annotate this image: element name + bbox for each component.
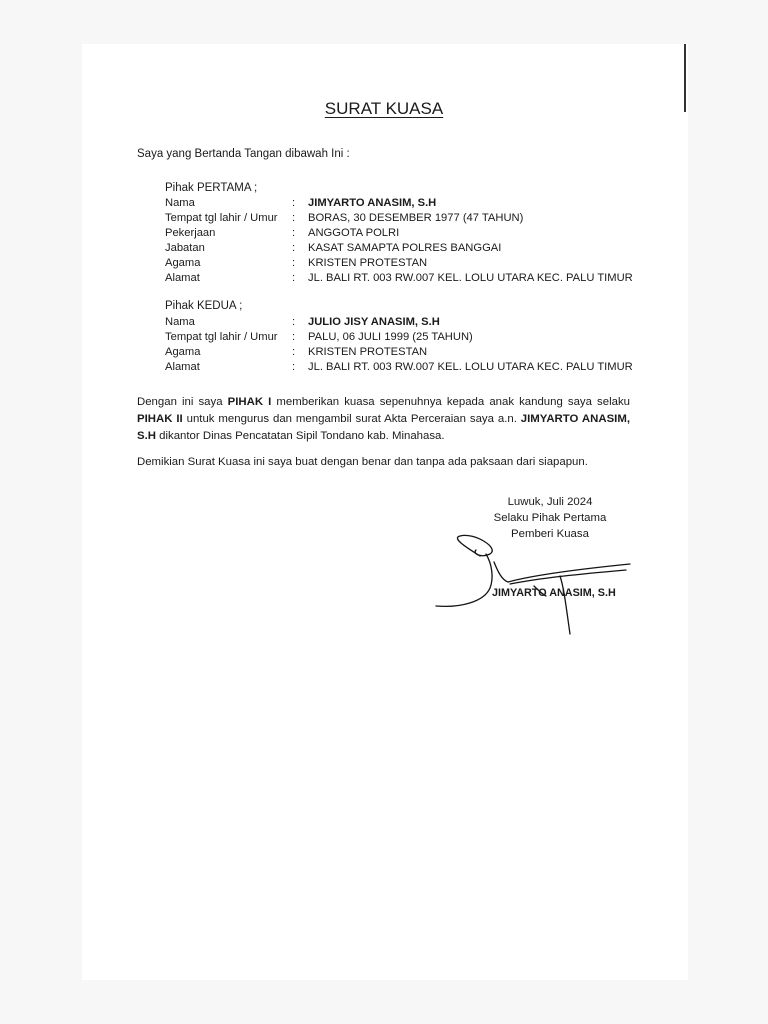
signer-sub-role: Pemberi Kuasa <box>511 528 589 540</box>
row-colon: : <box>292 257 296 269</box>
row-colon: : <box>292 346 296 358</box>
row-value: KASAT SAMAPTA POLRES BANGGAI <box>308 242 502 254</box>
document-title <box>0 99 768 119</box>
document-title-text: SURAT KUASA <box>324 99 444 118</box>
row-colon: : <box>292 331 296 343</box>
row-label: Tempat tgl lahir / Umur <box>165 212 278 224</box>
row-colon: : <box>292 212 296 224</box>
row-value: JL. BALI RT. 003 RW.007 KEL. LOLU UTARA KEC. PALU TIMUR <box>308 272 633 284</box>
pihak-pertama-row-ttl <box>165 212 635 227</box>
para-text: untuk mengurus dan mengambil surat Akta Perceraian saya a.n. <box>182 413 521 425</box>
handwritten-signature <box>430 528 640 640</box>
row-value: KRISTEN PROTESTAN <box>308 257 428 269</box>
row-colon: : <box>292 316 296 328</box>
para-bold-pihak-2: PIHAK II <box>137 413 183 425</box>
pihak-pertama-row-alamat <box>165 272 635 287</box>
pihak-pertama-heading: Pihak PERTAMA ; <box>165 182 258 194</box>
pihak-kedua-row-agama <box>165 346 635 361</box>
row-label: Agama <box>165 346 201 358</box>
authorization-paragraph <box>137 394 630 445</box>
intro-text: Saya yang Bertanda Tangan dibawah Ini : <box>137 148 350 160</box>
row-value: JL. BALI RT. 003 RW.007 KEL. LOLU UTARA KEC. PALU TIMUR <box>308 361 633 373</box>
row-value: BORAS, 30 DESEMBER 1977 (47 TAHUN) <box>308 212 524 224</box>
row-colon: : <box>292 197 296 209</box>
row-value: JIMYARTO ANASIM, S.H <box>308 197 437 209</box>
pihak-kedua-row-nama <box>165 316 635 331</box>
row-label: Agama <box>165 257 201 269</box>
row-label: Tempat tgl lahir / Umur <box>165 331 278 343</box>
row-label: Nama <box>165 316 195 328</box>
pihak-kedua-heading: Pihak KEDUA ; <box>165 300 243 312</box>
signer-role: Selaku Pihak Pertama <box>493 512 607 524</box>
closing-paragraph: Demikian Surat Kuasa ini saya buat dengan benar dan tanpa ada paksaan dari siapapun. <box>137 456 588 468</box>
row-label: Jabatan <box>165 242 205 254</box>
signer-name: JIMYARTO ANASIM, S.H <box>492 587 616 599</box>
row-colon: : <box>292 242 296 254</box>
pihak-kedua-row-alamat <box>165 361 635 376</box>
row-value: PALU, 06 JULI 1999 (25 TAHUN) <box>308 331 473 343</box>
row-value: JULIO JISY ANASIM, S.H <box>308 316 440 328</box>
para-text: Dengan ini saya <box>137 396 228 408</box>
pihak-pertama-row-pekerjaan <box>165 227 635 242</box>
para-bold-name: JIMYARTO ANASIM, S.H <box>137 413 630 442</box>
para-bold-pihak-1: PIHAK I <box>227 396 272 408</box>
pihak-pertama-row-nama <box>165 197 635 212</box>
row-value: ANGGOTA POLRI <box>308 227 400 239</box>
pihak-pertama-row-agama <box>165 257 635 272</box>
row-value: KRISTEN PROTESTAN <box>308 346 428 358</box>
row-label: Nama <box>165 197 195 209</box>
pihak-pertama-row-jabatan <box>165 242 635 257</box>
row-label: Alamat <box>165 361 200 373</box>
row-label: Alamat <box>165 272 200 284</box>
pihak-kedua-row-ttl <box>165 331 635 346</box>
place-date: Luwuk, Juli 2024 <box>507 496 593 508</box>
row-colon: : <box>292 227 296 239</box>
row-colon: : <box>292 272 296 284</box>
row-colon: : <box>292 361 296 373</box>
para-text: dikantor Dinas Pencatatan Sipil Tondano kab. Minahasa. <box>156 430 445 442</box>
row-label: Pekerjaan <box>165 227 216 239</box>
para-text: memberikan kuasa sepenuhnya kepada anak kandung saya selaku <box>271 396 630 408</box>
